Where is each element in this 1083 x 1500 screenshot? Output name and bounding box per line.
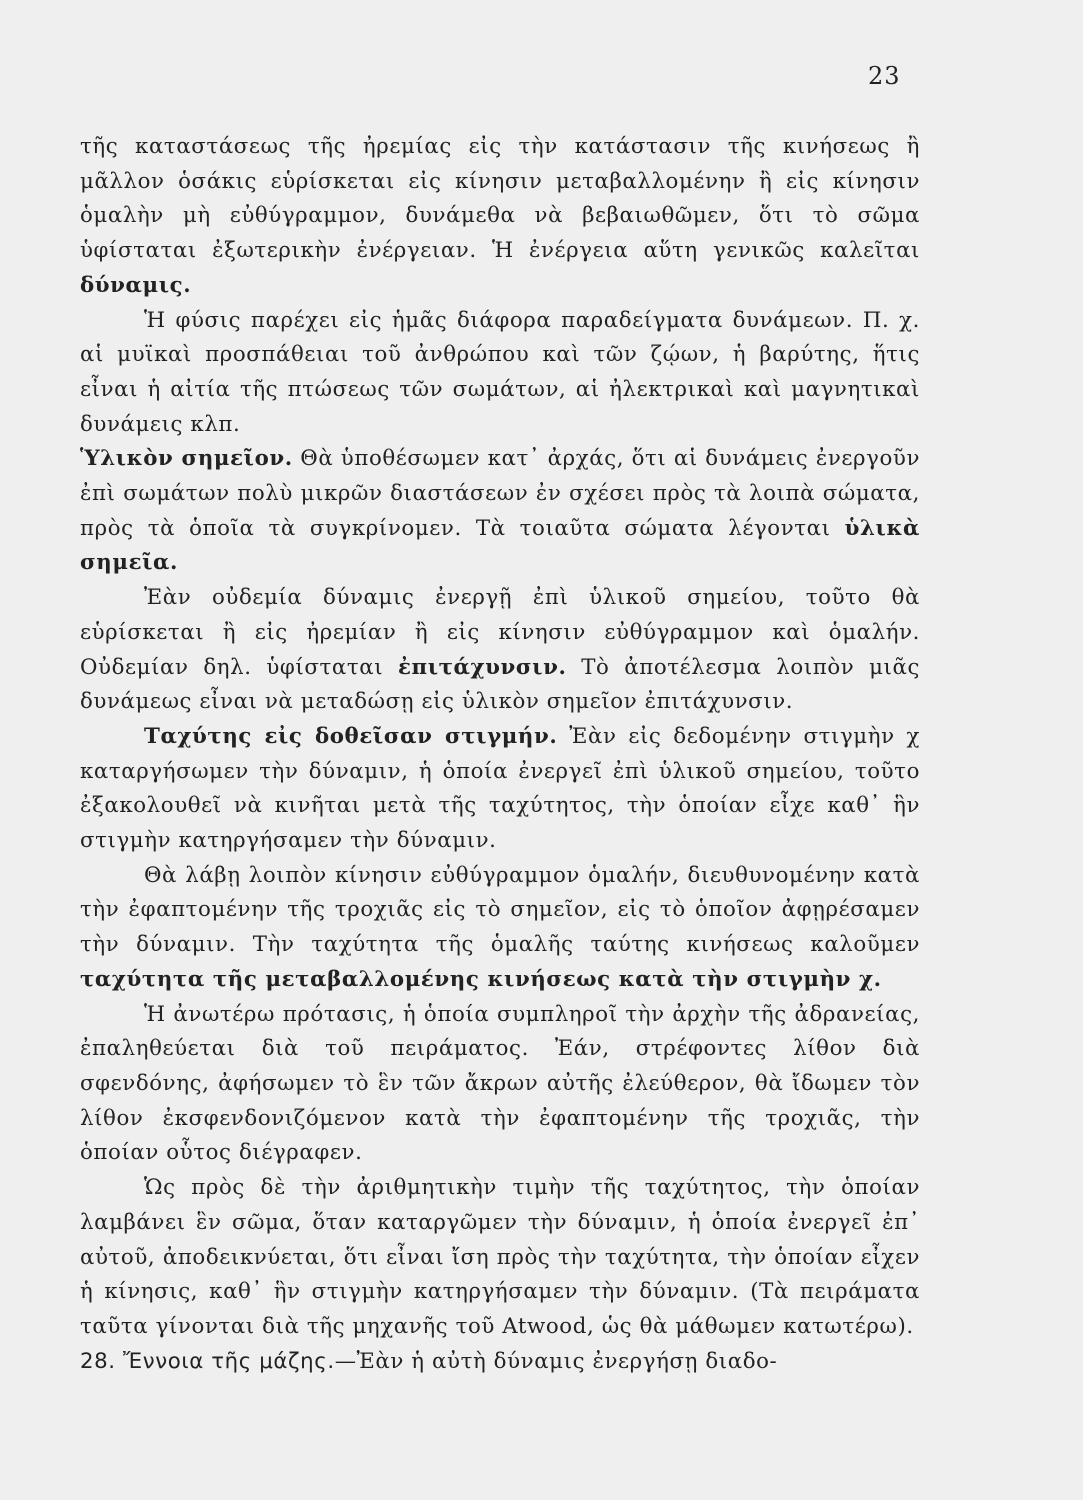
section-heading-mass: 28. Ἔννοια τῆς μάζης. [80,1348,335,1374]
paragraph-text: Ὡς πρὸς δὲ τὴν ἀριθμητικὴν τιμὴν τῆς ταχύτητος, τὴν ὁποίαν λαμβάνει ἓν σῶμα, ὅταν καταργῶμεν τὴν δύναμιν, ἡ ὁποία ἐνεργεῖ ἐπ᾽ αὐτοῦ, ἀποδεικνύεται, ὅτι εἶναι ἴση πρὸς τὴν ταχύτητα, τὴν ὁποίαν εἶχεν ἡ κίνησις, καθ᾽ ἣν στιγμὴν κατηργήσαμεν τὴν δύναμιν. (Τὰ πειράματα ταῦτα γίνονται διὰ τῆς μηχανῆς τοῦ Atwood, ὡς θὰ μάθωμεν κατωτέρω). [80,1175,920,1339]
page-number: 23 [868,62,901,90]
paragraph-text: Τὸ ἀποτέλεσμα λοιπὸν μιᾶς δυνάμεως εἶναι νὰ μεταδώσῃ εἰς ὑλικὸν σημεῖον ἐπιτάχυνσιν. [80,654,921,715]
paragraph-1 [80,130,920,304]
term-velocity-at-instant: ταχύτητα τῆς μεταβαλλομένης κινήσεως κατὰ τὴν στιγμὴν χ. [80,966,882,992]
paragraph-text: Θὰ ὑποθέσωμεν κατ᾽ ἀρχάς, ὅτι αἱ δυνάμεις ἐνεργοῦν ἐπὶ σωμάτων πολὺ μικρῶν διαστάσεων ἐν σχέσει πρὸς τὰ λοιπὰ σώματα, πρὸς τὰ ὁποῖα τὰ συγκρίνομεν. Τὰ τοιαῦτα σώματα λέγονται [80,446,920,541]
paragraph-6 [80,859,920,998]
paragraph-7 [80,998,920,1172]
paragraph-text: Ἡ ἀνωτέρω πρότασις, ἡ ὁποία συμπληροῖ τὴν ἀρχὴν τῆς ἀδρανείας, ἐπαληθεύεται διὰ τοῦ πειράματος. Ἐάν, στρέφοντες λίθον διὰ σφενδόνης, ἀφήσωμεν τὸ ἓν τῶν ἄκρων αὐτῆς ἐλεύθερον, θὰ ἴδωμεν τὸν λίθον ἐκσφενδονιζόμενον κατὰ τὴν ἐφαπτομένην τῆς τροχιᾶς, τὴν ὁποίαν οὗτος διέγραφεν. [80,1001,920,1166]
paragraph-4 [80,581,920,720]
paragraph-text: —Ἐὰν ἡ αὐτὴ δύναμις ἐνεργήσῃ διαδο- [334,1348,778,1374]
page-body [80,130,920,1379]
paragraph-text: Θὰ λάβῃ λοιπὸν κίνησιν εὐθύγραμμον ὁμαλήν, διευθυνομένην κατὰ τὴν ἐφαπτομένην τῆς τροχιᾶς εἰς τὸ σημεῖον, εἰς τὸ ὁποῖον ἀφῃρέσαμεν τὴν δύναμιν. Τὴν ταχύτητα τῆς ὁμαλῆς ταύτης κινήσεως καλοῦμεν [80,862,920,958]
paragraph-text: Ἐὰν οὐδεμία δύναμις ἐνεργῇ ἐπὶ ὑλικοῦ σημείου, τοῦτο θὰ εὑρίσκεται ἢ εἰς ἠρεμίαν ἢ εἰς κίνησιν εὐθύγραμμον καὶ ὁμαλήν. Οὐδεμίαν δηλ. ὑφίσταται [80,585,920,680]
paragraph-2 [80,304,920,443]
paragraph-text: Ἡ φύσις παρέχει εἰς ἡμᾶς διάφορα παραδείγματα δυνάμεων. Π. χ. αἱ μυϊκαὶ προσπάθειαι τοῦ ἀνθρώπου καὶ τῶν ζῴων, ἡ βαρύτης, ἥτις εἶναι ἡ αἰτία τῆς πτώσεως τῶν σωμάτων, αἱ ἠλεκτρικαὶ καὶ μαγνητικαὶ δυνάμεις κλπ. [80,307,920,437]
heading-material-point: Ὑλικὸν σημεῖον. [80,446,293,472]
paragraph-text: Ἐὰν εἰς δεδομένην στιγμὴν χ καταργήσωμεν τὴν δύναμιν, ἡ ὁποία ἐνεργεῖ ἐπὶ ὑλικοῦ σημείου, τοῦτο ἐξακολουθεῖ νὰ κινῆται μετὰ τῆς ταχύτητος, τὴν ὁποίαν εἶχε καθ᾽ ἣν στιγμὴν κατηργήσαμεν τὴν δύναμιν. [80,723,920,854]
term-material-points: ὑλικὰ σημεῖα. [80,515,920,576]
paragraph-text: τῆς καταστάσεως τῆς ἠρεμίας εἰς τὴν κατάστασιν τῆς κινήσεως ἢ μᾶλλον ὁσάκις εὑρίσκεται εἰς κίνησιν μεταβαλλομένην ἢ εἰς κίνησιν ὁμαλὴν μὴ εὐθύγραμμον, δυνάμεθα νὰ βεβαιωθῶμεν, ὅτι τὸ σῶμα ὑφίσταται ἐξωτερικὴν ἐνέργειαν. Ἡ ἐνέργεια αὕτη γενικῶς καλεῖται [80,134,920,264]
paragraph-8 [80,1171,920,1345]
paragraph-3 [80,442,920,581]
heading-instant-velocity: Ταχύτης εἰς δοθεῖσαν στιγμήν. [144,723,558,749]
term-acceleration: ἐπιτάχυνσιν. [397,654,567,680]
paragraph-5 [80,720,920,859]
term-dynamis: δύναμις. [80,272,192,298]
paragraph-9 [80,1345,920,1380]
